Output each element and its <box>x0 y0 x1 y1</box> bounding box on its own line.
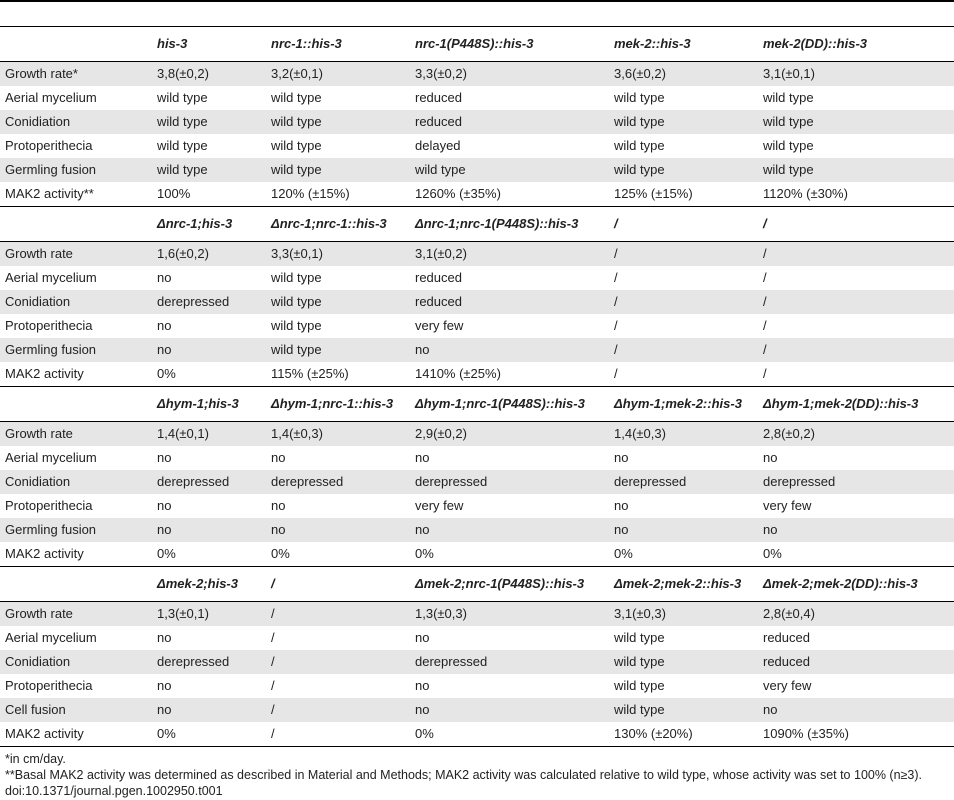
value-cell: wild type <box>609 110 758 134</box>
value-cell: 0% <box>157 366 176 381</box>
header-blank-cell <box>0 27 152 62</box>
section-header-row <box>0 207 954 242</box>
value-cell: reduced <box>763 630 810 645</box>
value-cell: very few <box>763 678 812 693</box>
value-cell: derepressed <box>152 470 266 494</box>
strain-header-cell: nrc-1::his-3 <box>266 27 410 62</box>
value-cell: 3,1(±0,2) <box>410 242 609 267</box>
value-cell: wild type <box>271 270 322 285</box>
table-row <box>0 182 954 207</box>
value-cell: / <box>609 338 758 362</box>
table-row <box>0 542 954 567</box>
strain-header-cell: Δhym-1;mek-2::his-3 <box>609 387 758 422</box>
value-cell: wild type <box>271 90 322 105</box>
strain-header-cell: Δhym-1;nrc-1(P448S)::his-3 <box>410 387 609 422</box>
value-cell: / <box>763 366 767 381</box>
table-row <box>0 698 954 722</box>
value-cell: no <box>157 678 172 693</box>
table-row <box>0 62 954 87</box>
value-cell: wild type <box>763 138 814 153</box>
row-label-cell: Growth rate <box>0 602 152 627</box>
value-cell: no <box>266 518 410 542</box>
value-cell: wild type <box>758 110 954 134</box>
strain-header-cell: / <box>609 207 758 242</box>
strain-header-cell: Δnrc-1;nrc-1::his-3 <box>266 207 410 242</box>
value-cell: no <box>152 338 266 362</box>
value-cell: wild type <box>266 110 410 134</box>
value-cell: no <box>410 338 609 362</box>
header-blank-cell <box>0 567 152 602</box>
strain-header-cell: Δhym-1;mek-2(DD)::his-3 <box>758 387 954 422</box>
value-cell: reduced <box>415 90 462 105</box>
value-cell: 0% <box>415 546 434 561</box>
row-label-cell: Cell fusion <box>0 698 152 722</box>
value-cell: / <box>266 698 410 722</box>
value-cell: reduced <box>410 290 609 314</box>
header-blank-cell <box>0 207 152 242</box>
value-cell: 2,9(±0,2) <box>410 422 609 447</box>
value-cell: derepressed <box>266 470 410 494</box>
value-cell: 1,4(±0,1) <box>152 422 266 447</box>
section-header-row <box>0 387 954 422</box>
row-label-cell: Aerial mycelium <box>5 450 97 465</box>
table-row <box>0 422 954 447</box>
table-row <box>0 494 954 518</box>
strain-header-cell: mek-2(DD)::his-3 <box>758 27 954 62</box>
value-cell: / <box>614 270 618 285</box>
value-cell: 115% (±25%) <box>271 366 349 381</box>
value-cell: no <box>410 698 609 722</box>
value-cell: 1,6(±0,2) <box>152 242 266 267</box>
row-label-cell: Growth rate <box>0 242 152 267</box>
section-header-row <box>0 567 954 602</box>
table-row <box>0 446 954 470</box>
strain-header-cell: Δmek-2;his-3 <box>152 567 266 602</box>
table-row <box>0 518 954 542</box>
strain-header-cell: Δmek-2;nrc-1(P448S)::his-3 <box>410 567 609 602</box>
value-cell: no <box>758 518 954 542</box>
strain-header-cell: / <box>758 207 954 242</box>
value-cell: / <box>614 366 618 381</box>
table-row <box>0 134 954 158</box>
value-cell: no <box>157 270 172 285</box>
value-cell: 0% <box>410 722 609 747</box>
table-row <box>0 242 954 267</box>
row-label-cell: Aerial mycelium <box>5 270 97 285</box>
value-cell: wild type <box>614 90 665 105</box>
value-cell: no <box>415 450 430 465</box>
table-row <box>0 362 954 387</box>
row-label-cell: Growth rate <box>0 422 152 447</box>
value-cell: derepressed <box>758 470 954 494</box>
value-cell: 3,1(±0,3) <box>609 602 758 627</box>
strain-header-cell: his-3 <box>152 27 266 62</box>
value-cell: wild type <box>271 138 322 153</box>
row-label-cell: Conidiation <box>0 110 152 134</box>
strain-phenotype-table <box>0 26 954 747</box>
value-cell: 2,8(±0,2) <box>758 422 954 447</box>
row-label-cell: Protoperithecia <box>5 138 93 153</box>
value-cell: / <box>266 602 410 627</box>
value-cell: wild type <box>609 158 758 182</box>
value-cell: 130% (±20%) <box>609 722 758 747</box>
table-row <box>0 314 954 338</box>
row-label-cell: Protoperithecia <box>5 498 93 513</box>
strain-header-cell: Δmek-2;mek-2(DD)::his-3 <box>758 567 954 602</box>
table-row <box>0 86 954 110</box>
row-label-cell: Conidiation <box>0 470 152 494</box>
row-label-cell: Growth rate* <box>0 62 152 87</box>
value-cell: 1090% (±35%) <box>758 722 954 747</box>
strain-header-cell: / <box>266 567 410 602</box>
value-cell: 125% (±15%) <box>614 186 693 201</box>
value-cell: no <box>157 450 172 465</box>
value-cell: 1410% (±25%) <box>415 366 501 381</box>
value-cell: no <box>271 450 286 465</box>
value-cell: / <box>758 290 954 314</box>
value-cell: wild type <box>266 290 410 314</box>
value-cell: 3,3(±0,2) <box>410 62 609 87</box>
value-cell: 1260% (±35%) <box>415 186 501 201</box>
value-cell: 0% <box>152 722 266 747</box>
value-cell: / <box>266 650 410 674</box>
value-cell: 0% <box>614 546 633 561</box>
row-label-cell: Conidiation <box>0 290 152 314</box>
header-blank-cell <box>0 387 152 422</box>
value-cell: no <box>157 498 172 513</box>
value-cell: 3,6(±0,2) <box>609 62 758 87</box>
value-cell: / <box>758 242 954 267</box>
value-cell: delayed <box>415 138 461 153</box>
table-row <box>0 266 954 290</box>
value-cell: wild type <box>266 338 410 362</box>
strain-header-cell: nrc-1(P448S)::his-3 <box>410 27 609 62</box>
footnote-units: *in cm/day. <box>5 752 66 766</box>
value-cell: no <box>609 518 758 542</box>
value-cell: no <box>758 698 954 722</box>
value-cell: wild type <box>763 90 814 105</box>
value-cell: very few <box>415 498 464 513</box>
value-cell: no <box>157 318 172 333</box>
section-header-row <box>0 27 954 62</box>
value-cell: no <box>152 518 266 542</box>
value-cell: / <box>614 318 618 333</box>
row-label-cell: Protoperithecia <box>5 678 93 693</box>
value-cell: wild type <box>157 90 208 105</box>
value-cell: no <box>415 678 430 693</box>
footnote-mak2: **Basal MAK2 activity was determined as described in Material and Methods; MAK2 activity was calculated relative to wild type, whose activity was set to 100% (n≥3). <box>5 768 922 782</box>
row-label-cell: Aerial mycelium <box>5 630 97 645</box>
table-row <box>0 470 954 494</box>
value-cell: wild type <box>271 318 322 333</box>
value-cell: / <box>609 290 758 314</box>
value-cell: / <box>271 678 275 693</box>
value-cell: 0% <box>271 546 290 561</box>
row-label-cell: Germling fusion <box>0 158 152 182</box>
value-cell: 100% <box>157 186 191 201</box>
value-cell: 0% <box>157 546 176 561</box>
value-cell: wild type <box>609 650 758 674</box>
value-cell: reduced <box>410 110 609 134</box>
value-cell: / <box>609 242 758 267</box>
value-cell: 3,8(±0,2) <box>152 62 266 87</box>
strain-header-cell: Δnrc-1;his-3 <box>152 207 266 242</box>
table-row <box>0 338 954 362</box>
value-cell: derepressed <box>410 470 609 494</box>
value-cell: / <box>763 270 767 285</box>
value-cell: 3,3(±0,1) <box>266 242 410 267</box>
row-label-cell: MAK2 activity <box>5 546 84 561</box>
value-cell: wild type <box>410 158 609 182</box>
table-row <box>0 290 954 314</box>
value-cell: 120% (±15%) <box>271 186 350 201</box>
table-row <box>0 650 954 674</box>
value-cell: 3,1(±0,1) <box>758 62 954 87</box>
table-row <box>0 602 954 627</box>
row-label-cell: Germling fusion <box>0 518 152 542</box>
row-label-cell: MAK2 activity** <box>5 186 94 201</box>
value-cell: derepressed <box>152 290 266 314</box>
doi-line: doi:10.1371/journal.pgen.1002950.t001 <box>5 784 223 798</box>
value-cell: wild type <box>614 678 665 693</box>
table-footnotes <box>0 751 954 799</box>
row-label-cell: MAK2 activity <box>0 722 152 747</box>
value-cell: no <box>614 450 629 465</box>
strain-header-cell: Δhym-1;nrc-1::his-3 <box>266 387 410 422</box>
table-row <box>0 722 954 747</box>
value-cell: wild type <box>614 630 665 645</box>
value-cell: very few <box>763 498 812 513</box>
value-cell: no <box>415 630 430 645</box>
value-cell: derepressed <box>152 650 266 674</box>
value-cell: derepressed <box>609 470 758 494</box>
value-cell: / <box>763 318 767 333</box>
value-cell: / <box>266 722 410 747</box>
strain-header-cell: Δnrc-1;nrc-1(P448S)::his-3 <box>410 207 609 242</box>
value-cell: 0% <box>763 546 782 561</box>
value-cell: no <box>271 498 286 513</box>
table-row <box>0 674 954 698</box>
value-cell: 1,3(±0,1) <box>152 602 266 627</box>
table-row <box>0 626 954 650</box>
table-row <box>0 158 954 182</box>
value-cell: / <box>758 338 954 362</box>
row-label-cell: Protoperithecia <box>5 318 93 333</box>
top-rule <box>0 0 954 2</box>
value-cell: 1,3(±0,3) <box>410 602 609 627</box>
value-cell: wild type <box>152 158 266 182</box>
value-cell: very few <box>415 318 464 333</box>
value-cell: wild type <box>758 158 954 182</box>
value-cell: wild type <box>614 138 665 153</box>
value-cell: 1120% (±30%) <box>763 186 848 201</box>
value-cell: no <box>157 630 172 645</box>
value-cell: 2,8(±0,4) <box>758 602 954 627</box>
value-cell: 1,4(±0,3) <box>266 422 410 447</box>
value-cell: wild type <box>609 698 758 722</box>
row-label-cell: MAK2 activity <box>5 366 84 381</box>
value-cell: derepressed <box>410 650 609 674</box>
row-label-cell: Germling fusion <box>0 338 152 362</box>
strain-header-cell: mek-2::his-3 <box>609 27 758 62</box>
value-cell: no <box>410 518 609 542</box>
value-cell: 3,2(±0,1) <box>266 62 410 87</box>
value-cell: 1,4(±0,3) <box>609 422 758 447</box>
row-label-cell: Aerial mycelium <box>5 90 97 105</box>
strain-header-cell: Δmek-2;mek-2::his-3 <box>609 567 758 602</box>
value-cell: reduced <box>415 270 462 285</box>
table-body <box>0 27 954 747</box>
value-cell: / <box>271 630 275 645</box>
strain-header-cell: Δhym-1;his-3 <box>152 387 266 422</box>
value-cell: wild type <box>157 138 208 153</box>
value-cell: wild type <box>266 158 410 182</box>
value-cell: no <box>152 698 266 722</box>
value-cell: no <box>614 498 629 513</box>
value-cell: reduced <box>758 650 954 674</box>
row-label-cell: Conidiation <box>0 650 152 674</box>
value-cell: no <box>763 450 778 465</box>
table-row <box>0 110 954 134</box>
value-cell: wild type <box>152 110 266 134</box>
